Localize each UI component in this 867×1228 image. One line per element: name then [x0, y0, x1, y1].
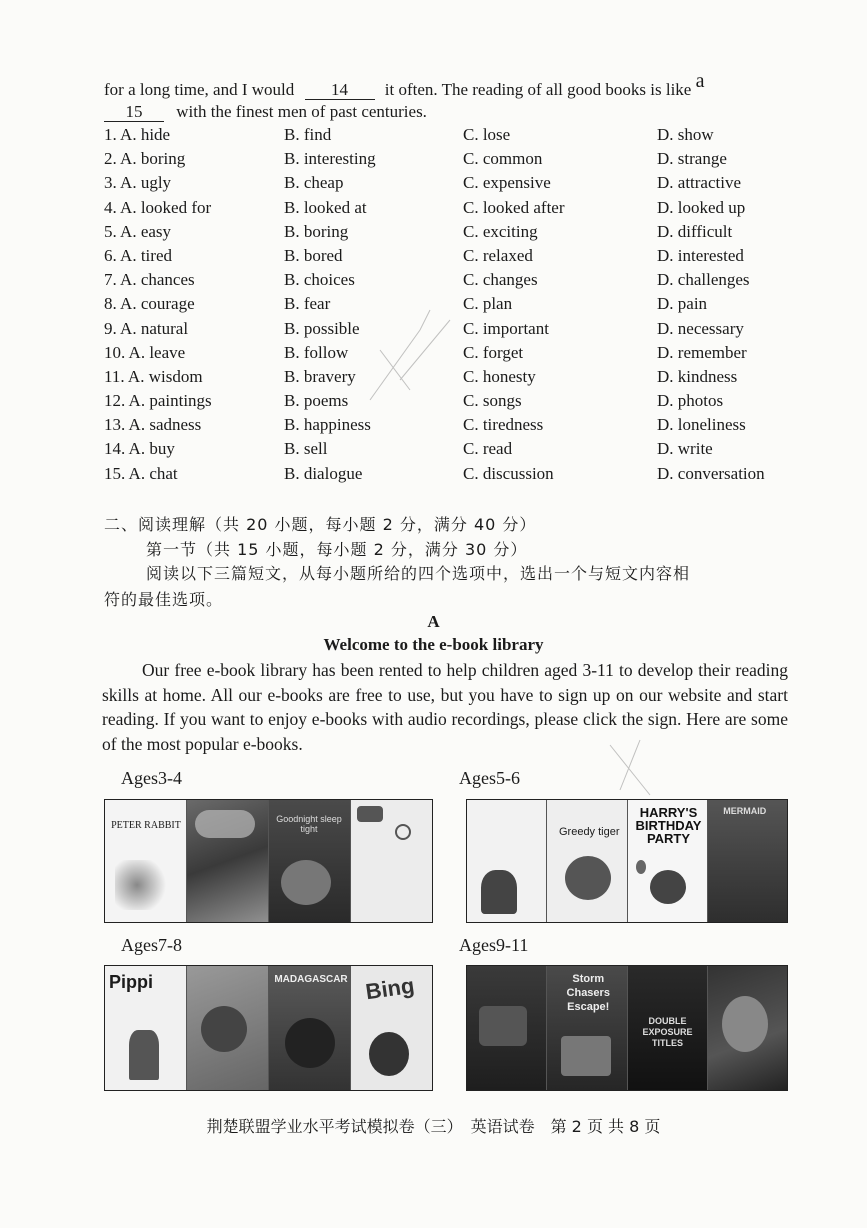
book-cover: Goodnight sleep tight	[269, 800, 351, 922]
option-b: B. bravery	[284, 366, 356, 386]
option-a: 1. A. hide	[104, 125, 171, 144]
book-cover	[467, 966, 547, 1090]
option-row	[104, 294, 804, 318]
option-a: 6. A. tired	[104, 245, 172, 265]
age-label: Ages9-11	[459, 935, 529, 955]
age-label: Ages3-4	[121, 768, 182, 788]
option-a: 11. A. wisdom	[104, 366, 203, 386]
book-cover: Pippi	[105, 966, 187, 1090]
cloze-text: with the finest men of past centuries.	[176, 102, 427, 121]
option-a: 14. A. buy	[104, 439, 175, 459]
option-row	[104, 149, 804, 173]
option-d: D. looked up	[657, 197, 746, 217]
option-a: 15. A. chat	[104, 463, 178, 483]
option-b: B. boring	[284, 221, 349, 241]
book-cover	[187, 966, 269, 1090]
book-cover: PETER RABBIT	[105, 800, 187, 922]
option-row	[104, 439, 804, 463]
option-c: C. relaxed	[463, 245, 533, 265]
option-b: B. bored	[284, 245, 343, 265]
cloze-line-2	[104, 102, 427, 122]
age-label: Ages5-6	[459, 768, 520, 788]
option-a: 4. A. looked for	[104, 197, 212, 217]
option-c: C. discussion	[463, 463, 554, 483]
option-d: D. conversation	[657, 463, 765, 483]
book-cover	[187, 800, 269, 922]
option-b: B. possible	[284, 318, 360, 338]
option-row	[104, 198, 804, 222]
cloze-options	[104, 125, 804, 488]
book-cover: Storm Chasers Escape!	[547, 966, 627, 1090]
option-row	[104, 125, 804, 149]
option-b: B. follow	[284, 342, 349, 362]
option-b: B. choices	[284, 270, 355, 290]
option-row	[104, 464, 804, 488]
passage-title: Welcome to the e-book library	[323, 635, 544, 654]
option-b: B. dialogue	[284, 463, 363, 483]
option-c: C. lose	[463, 125, 511, 144]
book-cover: MERMAID	[708, 800, 787, 922]
option-d: D. attractive	[657, 173, 742, 193]
option-c: C. songs	[463, 391, 522, 411]
book-cover	[351, 800, 432, 922]
option-a: 7. A. chances	[104, 270, 195, 290]
option-d: D. necessary	[657, 318, 744, 338]
book-cover	[708, 966, 787, 1090]
option-c: C. plan	[463, 294, 513, 314]
section-title: 二、阅读理解（共 20 小题，每小题 2 分，满分 40 分）	[104, 515, 537, 534]
book-panel-ages-7-8	[104, 965, 433, 1091]
option-a: 12. A. paintings	[104, 391, 212, 411]
cloze-text: it often. The reading of all good books is like	[384, 80, 692, 99]
option-c: C. changes	[463, 270, 538, 290]
option-a: 8. A. courage	[104, 294, 195, 314]
option-d: D. kindness	[657, 366, 738, 386]
option-d: D. interested	[657, 245, 744, 265]
option-row	[104, 415, 804, 439]
option-a: 13. A. sadness	[104, 415, 202, 435]
option-b: B. sell	[284, 439, 328, 459]
option-c: C. honesty	[463, 366, 536, 386]
book-cover: DOUBLE EXPOSURE TITLES	[628, 966, 708, 1090]
option-a: 3. A. ugly	[104, 173, 172, 193]
option-c: C. important	[463, 318, 549, 338]
section-subtitle: 第一节（共 15 小题，每小题 2 分，满分 30 分）	[146, 540, 528, 559]
option-d: D. loneliness	[657, 415, 746, 435]
instruction-line-2: 符的最佳选项。	[104, 590, 224, 609]
option-c: C. expensive	[463, 173, 551, 193]
option-c: C. tiredness	[463, 415, 544, 435]
option-b: B. poems	[284, 391, 349, 411]
age-label: Ages7-8	[121, 935, 182, 955]
option-c: C. forget	[463, 342, 524, 362]
book-cover: Greedy tiger	[547, 800, 627, 922]
option-row	[104, 343, 804, 367]
option-d: D. show	[657, 125, 714, 144]
option-row	[104, 319, 804, 343]
book-cover	[467, 800, 547, 922]
option-b: B. cheap	[284, 173, 344, 193]
option-b: B. looked at	[284, 197, 367, 217]
cloze-text: a	[695, 70, 705, 92]
instruction-line-1: 阅读以下三篇短文，从每小题所给的四个选项中，选出一个与短文内容相	[146, 564, 691, 583]
option-d: D. challenges	[657, 270, 750, 290]
option-c: C. read	[463, 439, 513, 459]
option-d: D. remember	[657, 342, 747, 362]
book-cover: MADAGASCAR	[269, 966, 351, 1090]
option-d: D. pain	[657, 294, 708, 314]
option-d: D. strange	[657, 149, 727, 169]
blank-14: 14	[305, 81, 375, 100]
option-c: C. exciting	[463, 221, 538, 241]
passage-body: Our free e-book library has been rented to help children aged 3-11 to develop their reading skills at home. All our e-books are free to use, but you have to sign up on our website and start reading. If you want to enjoy e-books with audio recordings, please click the sign. Here are some of the most popular e-books.	[102, 660, 788, 754]
option-row	[104, 173, 804, 197]
option-d: D. write	[657, 439, 713, 459]
option-a: 2. A. boring	[104, 149, 186, 169]
option-b: B. happiness	[284, 415, 371, 435]
option-row	[104, 246, 804, 270]
blank-15: 15	[104, 103, 164, 122]
option-a: 10. A. leave	[104, 342, 186, 362]
option-b: B. fear	[284, 294, 331, 314]
option-row	[104, 222, 804, 246]
book-cover: HARRY'S BIRTHDAY PARTY	[628, 800, 708, 922]
cloze-line-1	[104, 70, 705, 101]
option-a: 9. A. natural	[104, 318, 189, 338]
book-cover: Bing	[351, 966, 432, 1090]
passage-letter: A	[427, 612, 440, 631]
option-row	[104, 270, 804, 294]
option-a: 5. A. easy	[104, 221, 172, 241]
option-c: C. looked after	[463, 197, 565, 217]
page-footer: 荆楚联盟学业水平考试模拟卷（三） 英语试卷 第 2 页 共 8 页	[206, 1117, 661, 1136]
cloze-text: for a long time, and I would	[104, 80, 295, 99]
option-row	[104, 391, 804, 415]
option-b: B. find	[284, 125, 332, 144]
option-b: B. interesting	[284, 149, 376, 169]
book-panel-ages-3-4	[104, 799, 433, 923]
option-d: D. difficult	[657, 221, 733, 241]
book-panel-ages-5-6	[466, 799, 788, 923]
option-d: D. photos	[657, 391, 724, 411]
option-row	[104, 367, 804, 391]
option-c: C. common	[463, 149, 543, 169]
book-panel-ages-9-11	[466, 965, 788, 1091]
